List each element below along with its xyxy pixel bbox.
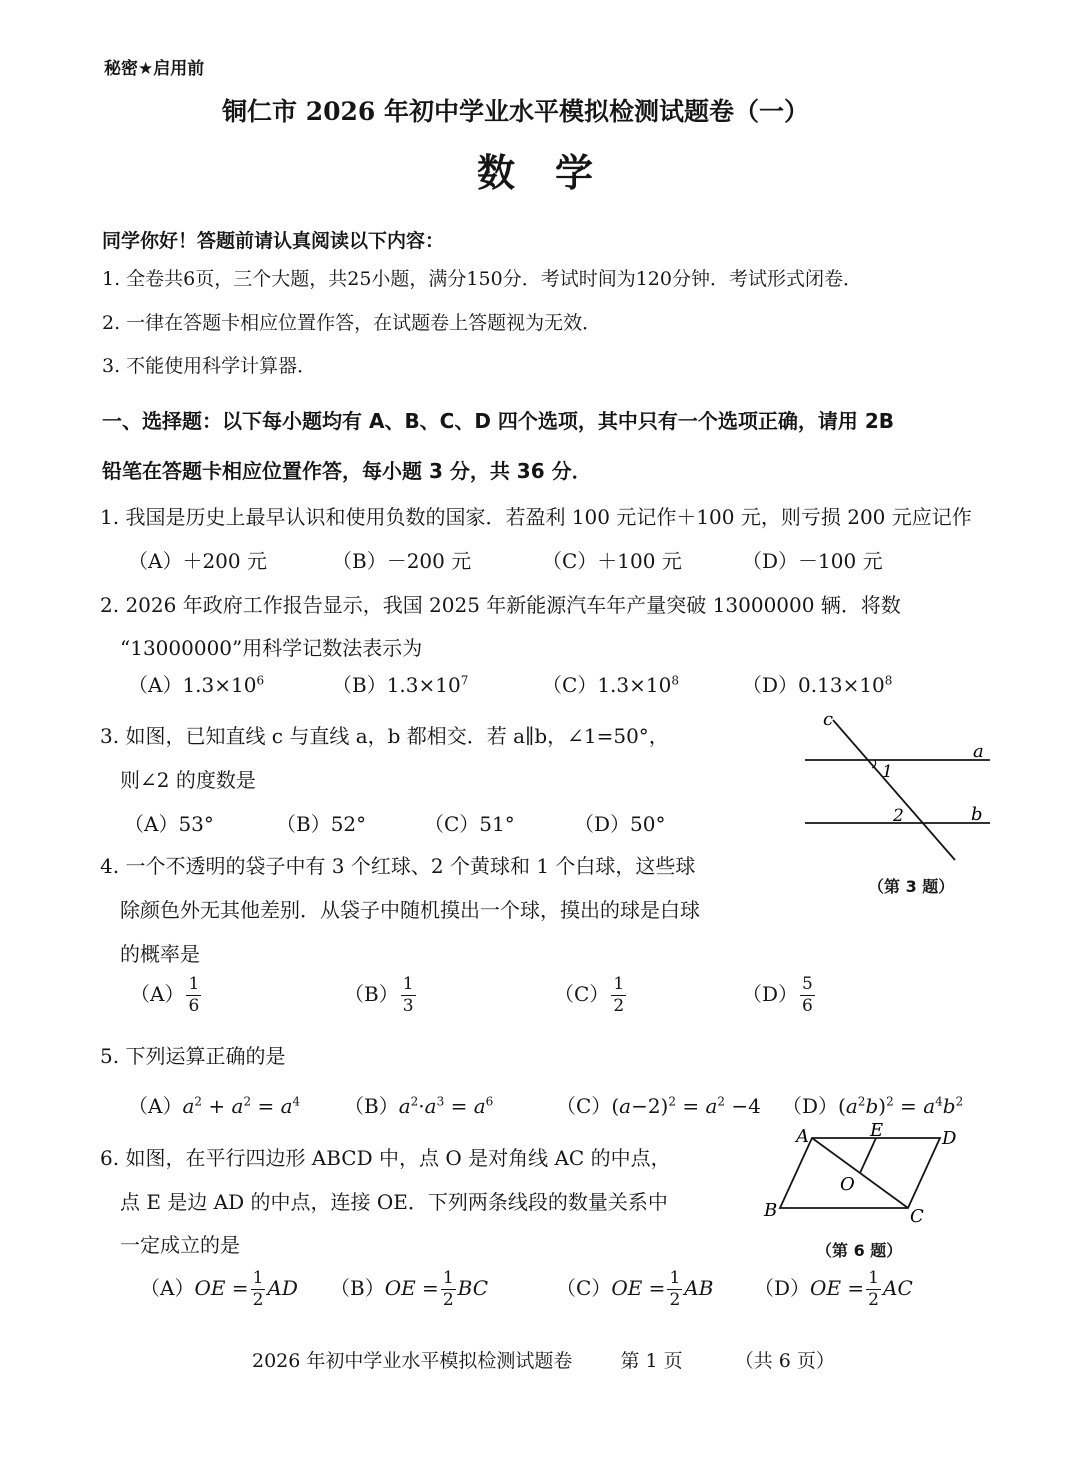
q5-option-a: $(A)a^2 + a^2 = a^4$ [128, 1094, 301, 1118]
instruction-item: 2. 一律在答题卡相应位置作答，在试题卷上答题视为无效． [102, 312, 602, 334]
secret-label: 秘密★启用前 [104, 59, 205, 79]
question-4-stem-cont: 除颜色外无其他差别．从袋子中随机摸出一个球，摸出的球是白球 [120, 898, 700, 922]
q6-figure-caption: （第 6 题） [816, 1241, 903, 1260]
vertex-d: D [942, 1128, 957, 1149]
instruction-item: 1. 全卷共6页，三个大题，共25小题，满分150分．考试时间为120分钟．考试形式闭卷． [102, 268, 862, 290]
q4-option-d: （D） $\frac{5}{6}$ [742, 974, 813, 1016]
q3-figure-caption: （第 3 题） [868, 877, 955, 896]
subject-title: 数学 [476, 151, 633, 195]
question-6-stem-cont2: 一定成立的是 [120, 1233, 240, 1257]
exam-title: 铜仁市 2026 年初中学业水平模拟检测试题卷（一） [222, 97, 809, 126]
instruction-item: 3. 不能使用科学计算器． [102, 355, 317, 377]
q5-option-c: $(C)(a-2)^2 = a^2 -4$ [556, 1094, 761, 1118]
section-heading: 一、选择题：以下每小题均有 A、B、C、D 四个选项，其中只有一个选项正确，请用 2B [102, 409, 895, 433]
vertex-c: C [910, 1206, 924, 1227]
angle-2-label: 2 [893, 806, 904, 826]
label-b: b [971, 804, 983, 825]
point-o: O [840, 1174, 855, 1195]
q5-option-d: $(D)(a^2b)^2 = a^4b^2$ [782, 1094, 964, 1118]
q1-option-d: （D）－100 元 [742, 549, 883, 573]
q2-option-b: $(B)1.3\times 10^7$ [332, 673, 469, 697]
question-5-stem: 5. 下列运算正确的是 [100, 1044, 286, 1068]
q4-option-a: （A） $\frac{1}{6}$ [130, 974, 200, 1016]
q2-option-a: $(A)1.3\times 10^6$ [128, 673, 265, 697]
q3-figure [795, 705, 1005, 865]
footer-page: 第 1 页 [620, 1350, 683, 1372]
question-4-stem-cont2: 的概率是 [120, 942, 200, 966]
question-3-stem-cont: 则∠2 的度数是 [120, 768, 256, 792]
question-2-stem: 2. 2026 年政府工作报告显示，我国 2025 年新能源汽车年产量突破 13000000 辆．将数 [100, 593, 901, 617]
question-4-stem: 4. 一个不透明的袋子中有 3 个红球、2 个黄球和 1 个白球，这些球 [100, 854, 696, 878]
q2-option-d: $(D)0.13\times 10^8$ [742, 673, 893, 697]
q4-option-b: （B） $\frac{1}{3}$ [344, 974, 414, 1016]
vertex-b: B [764, 1200, 778, 1221]
section-heading-cont: 铅笔在答题卡相应位置作答，每小题 3 分，共 36 分． [102, 459, 592, 483]
segment-oe [860, 1138, 876, 1173]
instructions-greeting: 同学你好！答题前请认真阅读以下内容： [102, 230, 445, 252]
q6-option-c: （C）OE = $\frac{1}{2}$ AB [556, 1268, 714, 1310]
footer-total: （共 6 页） [734, 1350, 835, 1372]
q3-option-d: （D）50° [574, 812, 666, 836]
page-footer [252, 1346, 835, 1373]
footer-title: 2026 年初中学业水平模拟检测试题卷 [252, 1350, 573, 1372]
q6-figure [760, 1120, 980, 1230]
question-1-stem: 1. 我国是历史上最早认识和使用负数的国家．若盈利 100 元记作＋100 元，则亏损 200 元应记作 [100, 505, 972, 529]
q2-option-c: $(C)1.3\times 10^8$ [542, 673, 679, 697]
label-c: c [823, 709, 834, 730]
q3-option-b: （B）52° [276, 812, 367, 836]
angle-1-label: 1 [882, 762, 893, 782]
q6-option-a: （A）OE = $\frac{1}{2}$ AD [140, 1268, 298, 1310]
q6-option-b: （B）OE = $\frac{1}{2}$ BC [330, 1268, 489, 1310]
q3-option-a: （A）53° [124, 812, 214, 836]
question-6-stem: 6. 如图，在平行四边形 ABCD 中，点 O 是对角线 AC 的中点， [100, 1146, 671, 1170]
q5-option-b: $(B)a^2\cdot a^3 = a^6$ [344, 1094, 494, 1118]
q1-option-b: （B）－200 元 [332, 549, 472, 573]
question-6-stem-cont: 点 E 是边 AD 的中点，连接 OE．下列两条线段的数量关系中 [120, 1190, 668, 1214]
q1-option-c: （C）＋100 元 [542, 549, 682, 573]
vertex-a: A [796, 1126, 809, 1147]
question-3-stem: 3. 如图，已知直线 c 与直线 a，b 都相交．若 a∥b，∠1=50°， [100, 724, 669, 748]
question-2-stem-cont: “13000000”用科学记数法表示为 [120, 636, 423, 660]
q6-option-d: （D）OE = $\frac{1}{2}$ AC [754, 1268, 913, 1310]
line-c [833, 720, 955, 860]
point-e: E [870, 1120, 884, 1141]
q3-option-c: （C）51° [424, 812, 515, 836]
q4-option-c: （C） $\frac{1}{2}$ [554, 974, 625, 1016]
label-a: a [973, 741, 984, 762]
q1-option-a: （A）＋200 元 [128, 549, 267, 573]
